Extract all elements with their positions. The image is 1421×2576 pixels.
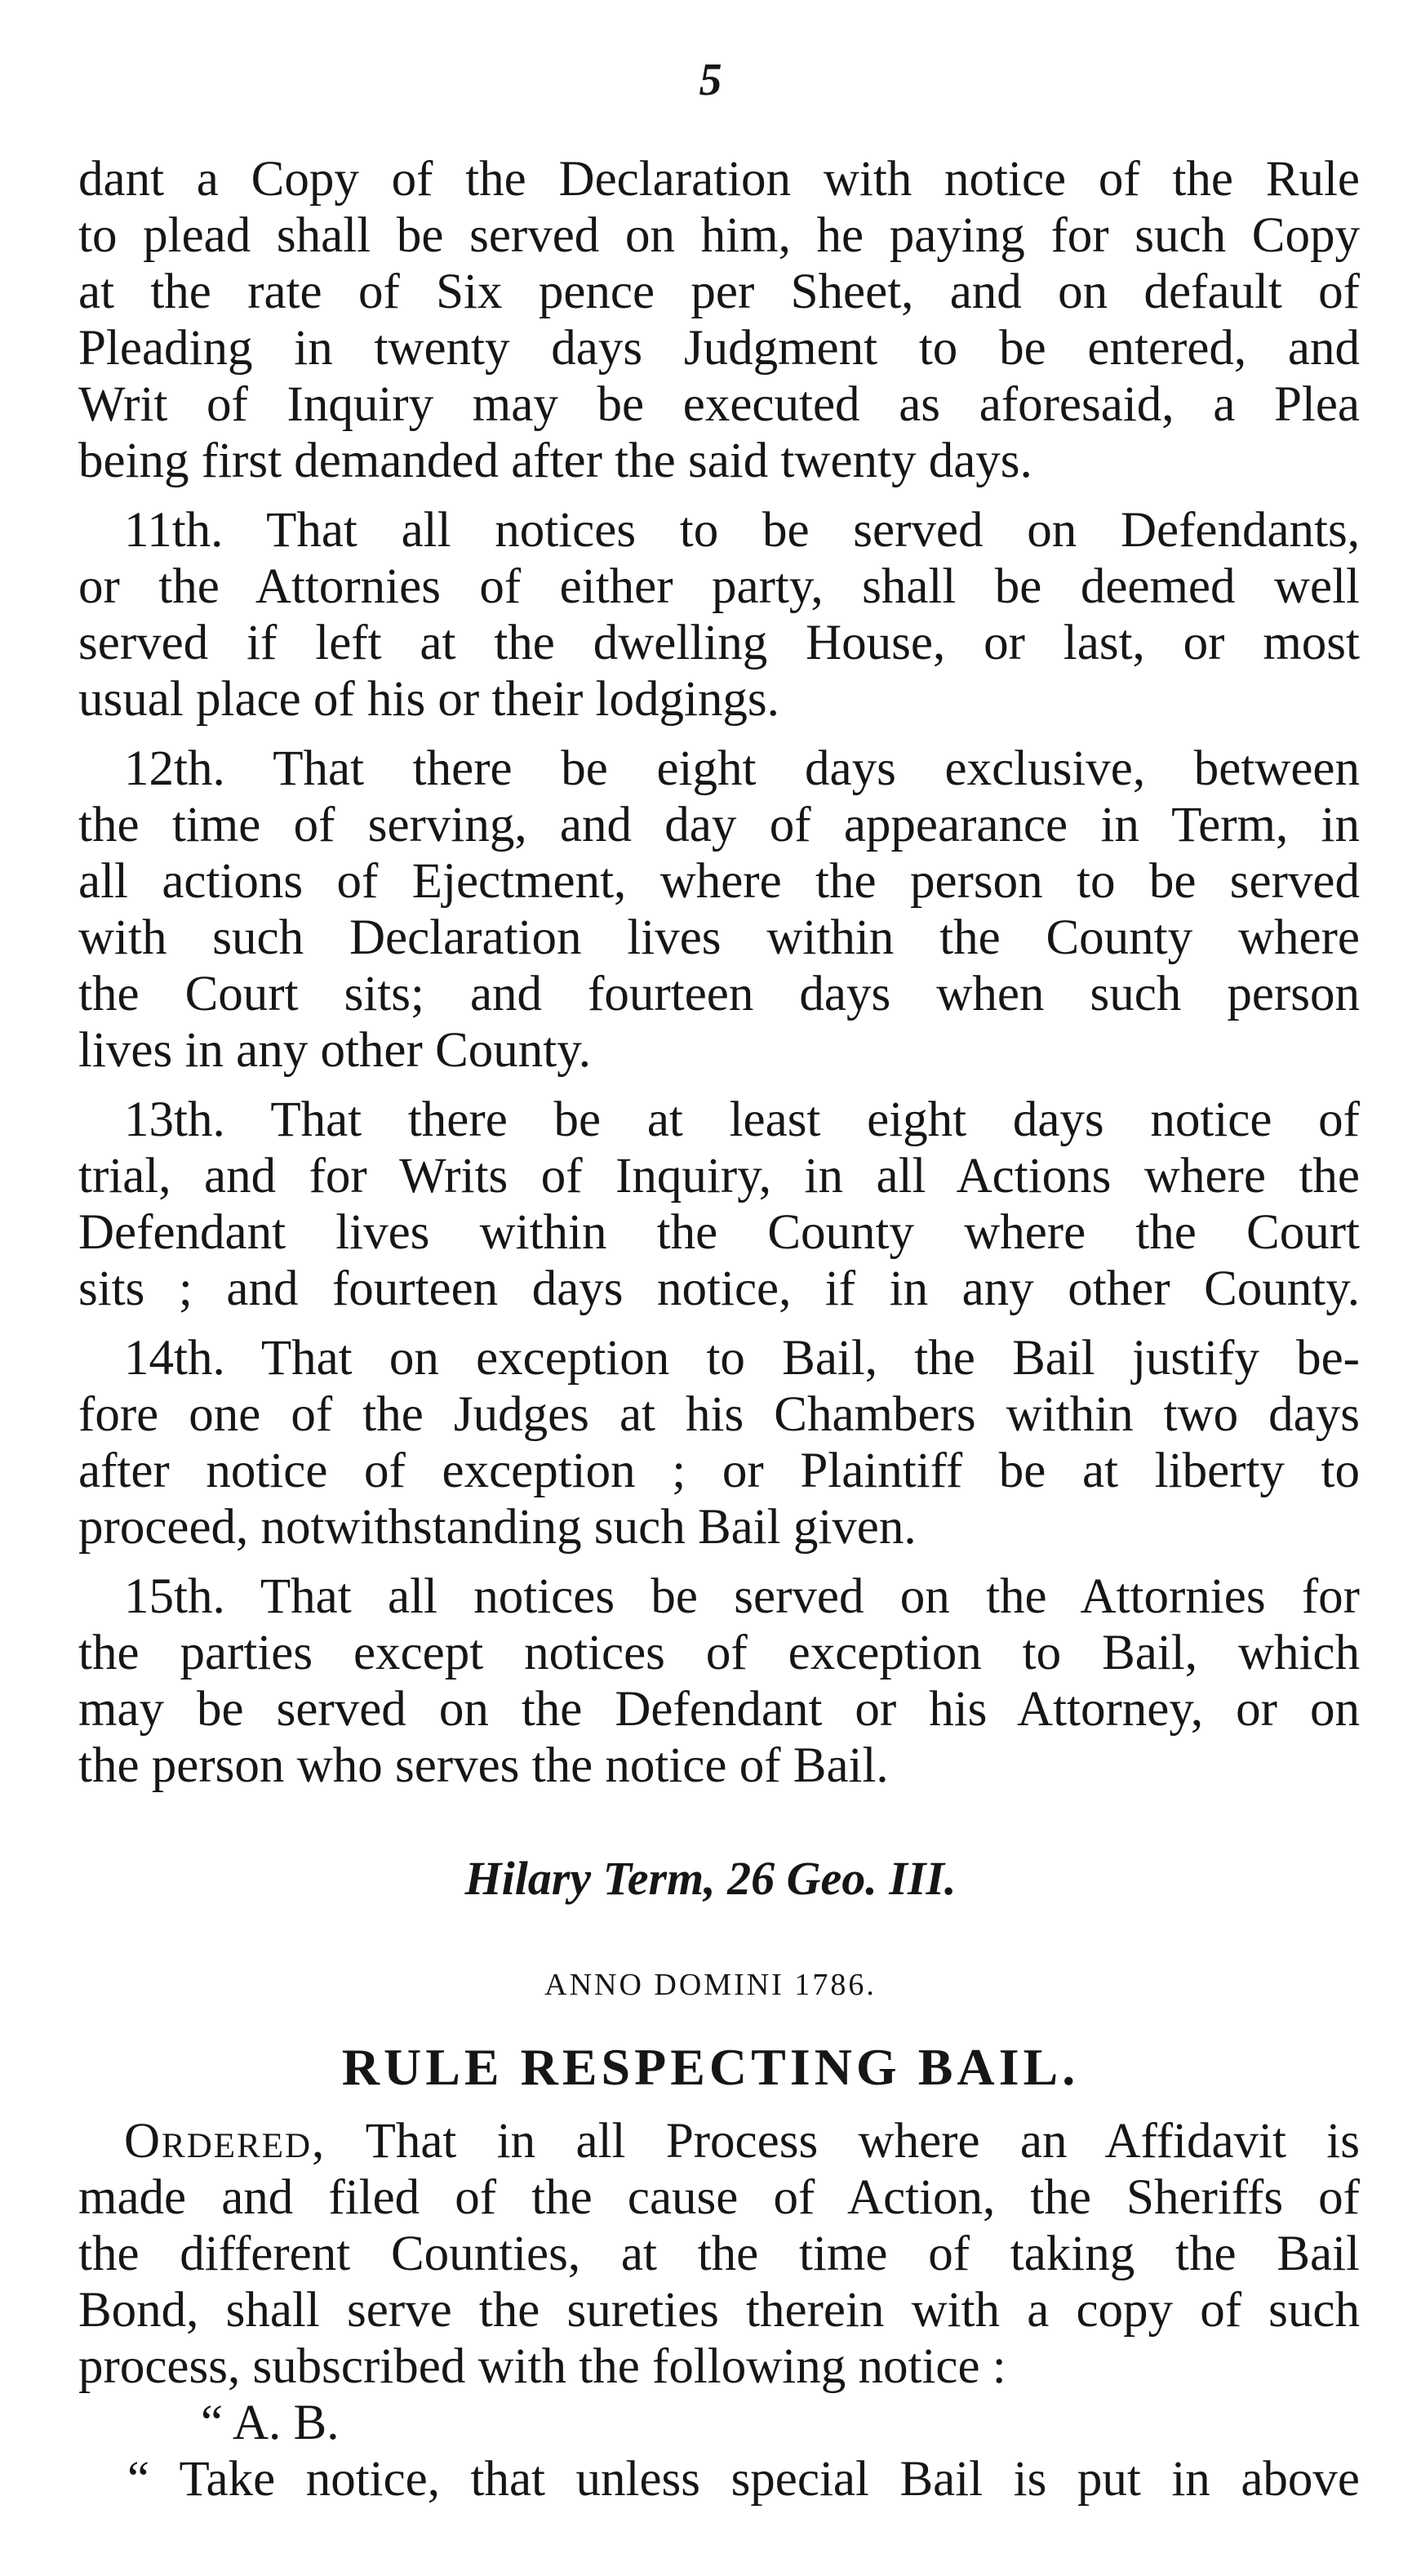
anno-domini-line: ANNO DOMINI 1786. [544,1968,877,2002]
rules-continued-section [78,151,1360,1794]
quote-names-line: “ A. B. [201,2396,340,2450]
text-line: the person who serves the notice of Bail. [78,1738,889,1793]
bail-rule-section [78,2113,1360,2507]
term-heading: Hilary Term, 26 Geo. III. [464,1852,957,1905]
page-number: 5 [699,55,722,105]
text-line: lives in any other County. [78,1023,591,1078]
rule-13 [78,1092,1360,1317]
bail-rule-paragraph [78,2113,1360,2507]
text-line: process, subscribed with the following notice : [78,2339,1006,2394]
rule-11 [78,502,1360,727]
rule-12 [78,741,1360,1079]
text-line: Defendant lives within the County where the Court [78,1205,1360,1260]
text-line: may be served on the Defendant or his Attorney, or on [78,1682,1360,1737]
text-line: sits ; and fourteen days notice, if in any other County. [78,1261,1360,1316]
text-line: 14th. That on exception to Bail, the Bail justify be- [124,1331,1360,1386]
text-line: with such Declaration lives within the County where [78,910,1360,965]
text-line: the time of serving, and day of appearance in Term, in [78,798,1360,852]
text-line: the Court sits; and fourteen days when such person [78,967,1360,1021]
quote-text-line: “ Take notice, that unless special Bail is put in above [127,2452,1360,2507]
text-fragment: That in all Process where an Affidavit is [365,2114,1360,2169]
text-line: 15th. That all notices be served on the Attornies for [124,1569,1360,1624]
rule-15 [78,1568,1360,1794]
rule-10-continuation [78,151,1360,489]
rule-heading: RULE RESPECTING BAIL. [341,2038,1080,2096]
text-line: after notice of exception ; or Plaintiff be at liberty to [78,1444,1360,1498]
text-line: to plead shall be served on him, he paying for such Copy [78,208,1360,263]
text-line: served if left at the dwelling House, or last, or most [78,616,1360,670]
text-line: dant a Copy of the Declaration with notice of the Rule [78,152,1360,207]
text-line: being first demanded after the said twenty days. [78,434,1032,488]
text-line: 11th. That all notices to be served on Defendants, [124,503,1360,558]
text-line: trial, and for Writs of Inquiry, in all Actions where the [78,1149,1360,1203]
text-line: or the Attornies of either party, shall be deemed well [78,559,1360,614]
text-line: Bond, shall serve the sureties therein with a copy of such [78,2283,1360,2338]
text-line: all actions of Ejectment, where the person to be served [78,854,1360,909]
rule-14 [78,1330,1360,1555]
text-line: Writ of Inquiry may be executed as aforesaid, a Plea [78,377,1360,432]
text-line: 12th. That there be eight days exclusive, between [124,741,1360,796]
text-line [78,2113,1360,2169]
ordered-word: Ordered, [124,2114,326,2169]
text-line: Pleading in twenty days Judgment to be entered, and [78,321,1360,376]
text-line: the parties except notices of exception to Bail, which [78,1626,1360,1680]
text-line: at the rate of Six pence per Sheet, and on default of [78,265,1360,319]
text-line: the different Counties, at the time of taking the Bail [78,2227,1360,2281]
text-line: fore one of the Judges at his Chambers within two days [78,1387,1360,1442]
text-line: proceed, notwithstanding such Bail given. [78,1500,917,1555]
text-line: usual place of his or their lodgings. [78,672,779,727]
text-line: made and filed of the cause of Action, the Sheriffs of [78,2170,1360,2225]
text-line: 13th. That there be at least eight days notice of [124,1092,1360,1147]
